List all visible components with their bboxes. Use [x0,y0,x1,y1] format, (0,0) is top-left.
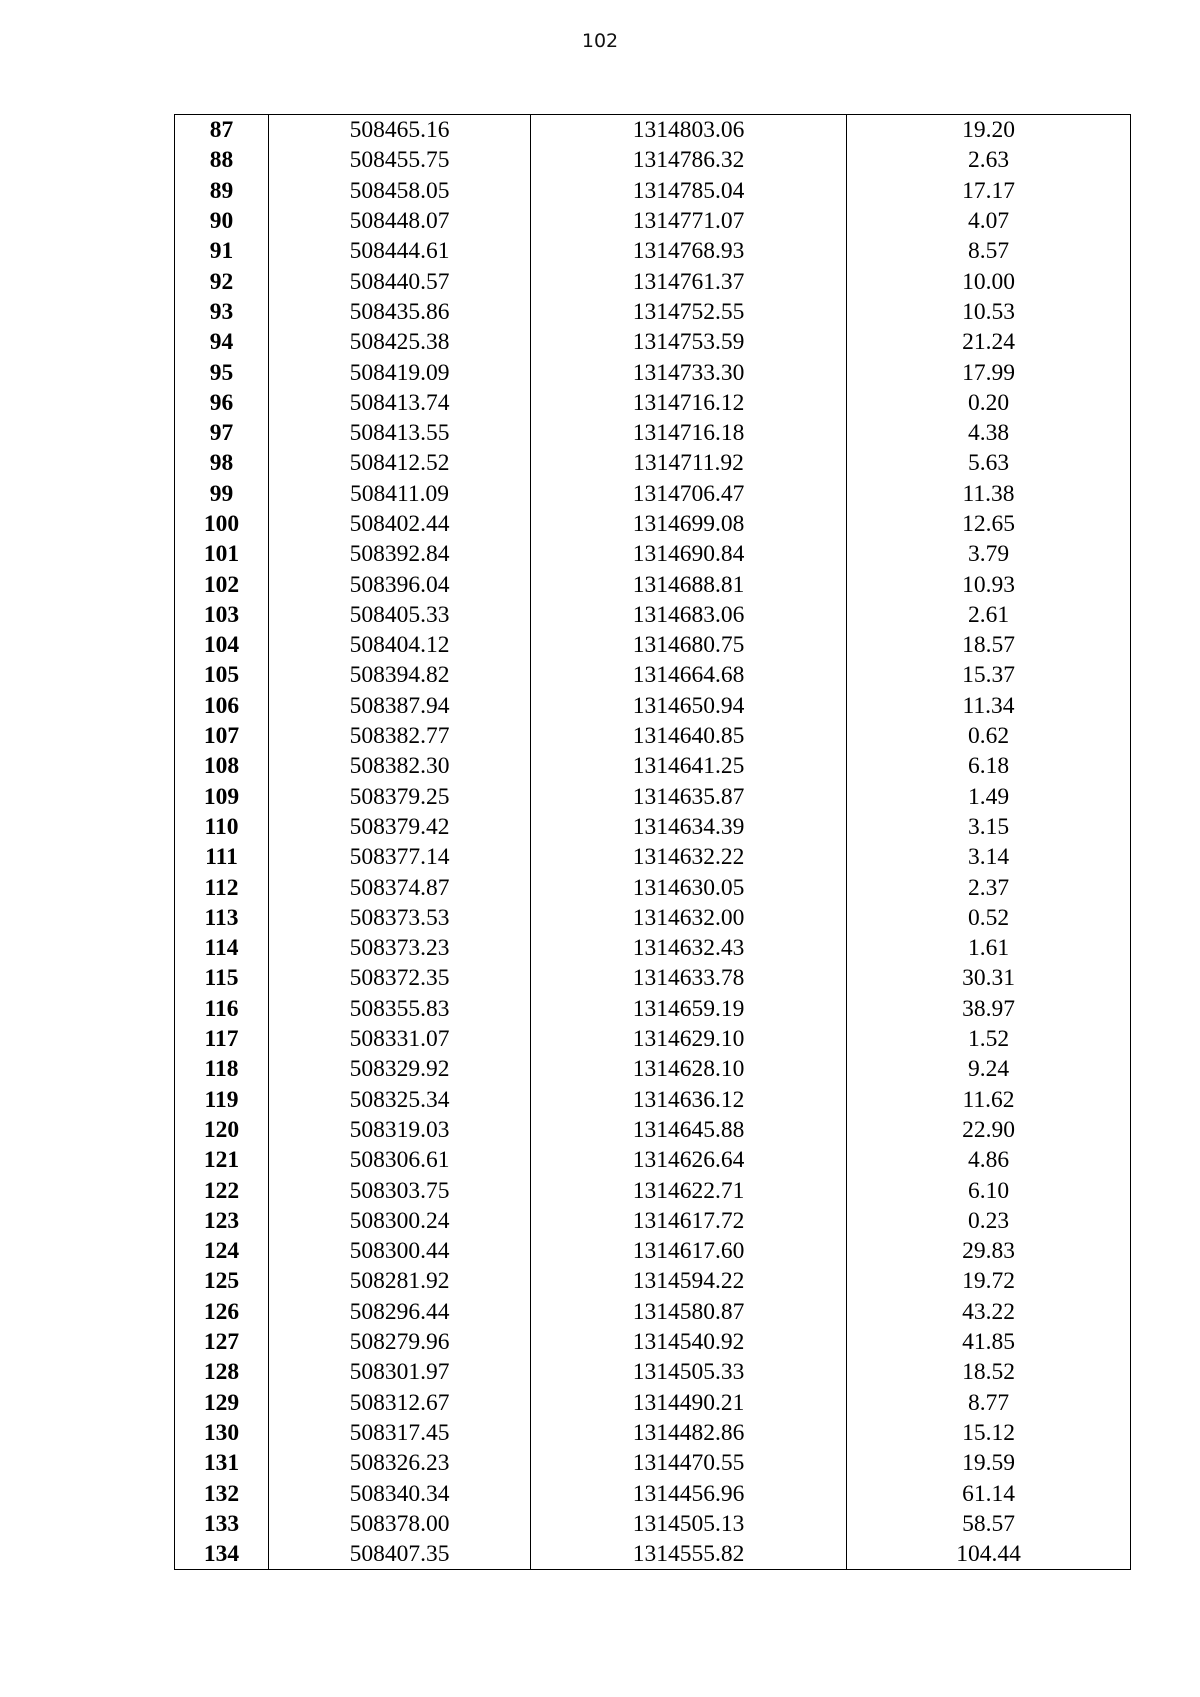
table-row [175,236,1131,266]
point-number-cell: 94 [175,327,269,357]
table-row [175,630,1131,660]
table-row [175,751,1131,781]
x-coordinate-cell: 508419.09 [269,357,531,387]
x-coordinate-cell: 508440.57 [269,266,531,296]
table-row [175,963,1131,993]
table-row [175,1448,1131,1478]
x-coordinate-cell: 508312.67 [269,1387,531,1417]
x-coordinate-cell: 508281.92 [269,1266,531,1296]
x-coordinate-cell: 508355.83 [269,994,531,1024]
y-coordinate-cell: 1314617.72 [531,1206,847,1236]
y-coordinate-cell: 1314555.82 [531,1539,847,1570]
y-coordinate-cell: 1314470.55 [531,1448,847,1478]
y-coordinate-cell: 1314688.81 [531,569,847,599]
table-row [175,903,1131,933]
y-coordinate-cell: 1314626.64 [531,1145,847,1175]
table-row [175,1297,1131,1327]
point-number-cell: 120 [175,1115,269,1145]
y-coordinate-cell: 1314456.96 [531,1478,847,1508]
y-coordinate-cell: 1314785.04 [531,176,847,206]
x-coordinate-cell: 508404.12 [269,630,531,660]
table-row [175,1085,1131,1115]
table-row [175,691,1131,721]
point-number-cell: 102 [175,569,269,599]
y-coordinate-cell: 1314640.85 [531,721,847,751]
point-number-cell: 103 [175,600,269,630]
point-number-cell: 98 [175,448,269,478]
point-number-cell: 89 [175,176,269,206]
y-coordinate-cell: 1314645.88 [531,1115,847,1145]
x-coordinate-cell: 508394.82 [269,660,531,690]
distance-cell: 3.15 [847,812,1131,842]
point-number-cell: 104 [175,630,269,660]
y-coordinate-cell: 1314711.92 [531,448,847,478]
table-row [175,1054,1131,1084]
x-coordinate-cell: 508279.96 [269,1327,531,1357]
y-coordinate-cell: 1314699.08 [531,509,847,539]
table-row [175,1357,1131,1387]
table-row [175,448,1131,478]
coordinate-table [174,114,1131,1570]
table-row [175,357,1131,387]
table-body [175,115,1131,1570]
table-row [175,1327,1131,1357]
distance-cell: 19.59 [847,1448,1131,1478]
distance-cell: 4.07 [847,206,1131,236]
x-coordinate-cell: 508402.44 [269,509,531,539]
x-coordinate-cell: 508465.16 [269,115,531,146]
point-number-cell: 123 [175,1206,269,1236]
y-coordinate-cell: 1314632.00 [531,903,847,933]
x-coordinate-cell: 508319.03 [269,1115,531,1145]
distance-cell: 4.86 [847,1145,1131,1175]
y-coordinate-cell: 1314659.19 [531,994,847,1024]
table-row [175,388,1131,418]
point-number-cell: 115 [175,963,269,993]
point-number-cell: 100 [175,509,269,539]
x-coordinate-cell: 508396.04 [269,569,531,599]
distance-cell: 18.57 [847,630,1131,660]
distance-cell: 0.20 [847,388,1131,418]
table-row [175,1236,1131,1266]
distance-cell: 2.63 [847,145,1131,175]
table-row [175,1539,1131,1570]
table-row [175,1145,1131,1175]
distance-cell: 11.34 [847,691,1131,721]
point-number-cell: 133 [175,1509,269,1539]
distance-cell: 0.52 [847,903,1131,933]
distance-cell: 58.57 [847,1509,1131,1539]
point-number-cell: 132 [175,1478,269,1508]
y-coordinate-cell: 1314716.18 [531,418,847,448]
y-coordinate-cell: 1314505.13 [531,1509,847,1539]
point-number-cell: 90 [175,206,269,236]
table-row [175,1266,1131,1296]
point-number-cell: 95 [175,357,269,387]
table-row [175,1418,1131,1448]
x-coordinate-cell: 508392.84 [269,539,531,569]
point-number-cell: 110 [175,812,269,842]
point-number-cell: 119 [175,1085,269,1115]
point-number-cell: 129 [175,1387,269,1417]
x-coordinate-cell: 508329.92 [269,1054,531,1084]
x-coordinate-cell: 508435.86 [269,297,531,327]
x-coordinate-cell: 508387.94 [269,691,531,721]
x-coordinate-cell: 508412.52 [269,448,531,478]
distance-cell: 1.61 [847,933,1131,963]
point-number-cell: 128 [175,1357,269,1387]
y-coordinate-cell: 1314752.55 [531,297,847,327]
table-row [175,1024,1131,1054]
point-number-cell: 93 [175,297,269,327]
distance-cell: 8.57 [847,236,1131,266]
table-row [175,115,1131,146]
x-coordinate-cell: 508340.34 [269,1478,531,1508]
point-number-cell: 97 [175,418,269,448]
distance-cell: 19.72 [847,1266,1131,1296]
x-coordinate-cell: 508379.25 [269,782,531,812]
y-coordinate-cell: 1314768.93 [531,236,847,266]
table-row [175,176,1131,206]
distance-cell: 1.52 [847,1024,1131,1054]
point-number-cell: 92 [175,266,269,296]
point-number-cell: 116 [175,994,269,1024]
table-row [175,721,1131,751]
y-coordinate-cell: 1314505.33 [531,1357,847,1387]
distance-cell: 0.62 [847,721,1131,751]
distance-cell: 2.61 [847,600,1131,630]
point-number-cell: 122 [175,1175,269,1205]
distance-cell: 10.93 [847,569,1131,599]
table-row [175,1478,1131,1508]
point-number-cell: 109 [175,782,269,812]
distance-cell: 12.65 [847,509,1131,539]
x-coordinate-cell: 508373.53 [269,903,531,933]
y-coordinate-cell: 1314634.39 [531,812,847,842]
table-row [175,782,1131,812]
x-coordinate-cell: 508378.00 [269,1509,531,1539]
distance-cell: 15.37 [847,660,1131,690]
x-coordinate-cell: 508301.97 [269,1357,531,1387]
table-row [175,479,1131,509]
x-coordinate-cell: 508413.74 [269,388,531,418]
x-coordinate-cell: 508405.33 [269,600,531,630]
table-row [175,1175,1131,1205]
point-number-cell: 88 [175,145,269,175]
y-coordinate-cell: 1314580.87 [531,1297,847,1327]
y-coordinate-cell: 1314632.43 [531,933,847,963]
y-coordinate-cell: 1314630.05 [531,872,847,902]
point-number-cell: 126 [175,1297,269,1327]
y-coordinate-cell: 1314664.68 [531,660,847,690]
distance-cell: 38.97 [847,994,1131,1024]
x-coordinate-cell: 508303.75 [269,1175,531,1205]
y-coordinate-cell: 1314540.92 [531,1327,847,1357]
distance-cell: 18.52 [847,1357,1131,1387]
distance-cell: 11.62 [847,1085,1131,1115]
table-row [175,933,1131,963]
y-coordinate-cell: 1314628.10 [531,1054,847,1084]
distance-cell: 8.77 [847,1387,1131,1417]
point-number-cell: 134 [175,1539,269,1570]
distance-cell: 1.49 [847,782,1131,812]
y-coordinate-cell: 1314629.10 [531,1024,847,1054]
distance-cell: 11.38 [847,479,1131,509]
distance-cell: 29.83 [847,1236,1131,1266]
distance-cell: 17.17 [847,176,1131,206]
point-number-cell: 105 [175,660,269,690]
distance-cell: 43.22 [847,1297,1131,1327]
point-number-cell: 113 [175,903,269,933]
point-number-cell: 106 [175,691,269,721]
x-coordinate-cell: 508325.34 [269,1085,531,1115]
table-row [175,539,1131,569]
y-coordinate-cell: 1314753.59 [531,327,847,357]
y-coordinate-cell: 1314690.84 [531,539,847,569]
distance-cell: 3.79 [847,539,1131,569]
table-row [175,1115,1131,1145]
distance-cell: 6.18 [847,751,1131,781]
x-coordinate-cell: 508458.05 [269,176,531,206]
distance-cell: 41.85 [847,1327,1131,1357]
table-row [175,1387,1131,1417]
distance-cell: 3.14 [847,842,1131,872]
y-coordinate-cell: 1314733.30 [531,357,847,387]
distance-cell: 15.12 [847,1418,1131,1448]
point-number-cell: 111 [175,842,269,872]
distance-cell: 30.31 [847,963,1131,993]
point-number-cell: 118 [175,1054,269,1084]
y-coordinate-cell: 1314594.22 [531,1266,847,1296]
y-coordinate-cell: 1314706.47 [531,479,847,509]
point-number-cell: 112 [175,872,269,902]
table-row [175,812,1131,842]
y-coordinate-cell: 1314761.37 [531,266,847,296]
table-row [175,660,1131,690]
y-coordinate-cell: 1314617.60 [531,1236,847,1266]
table-row [175,994,1131,1024]
distance-cell: 17.99 [847,357,1131,387]
table-row [175,600,1131,630]
table-row [175,569,1131,599]
y-coordinate-cell: 1314803.06 [531,115,847,146]
table-row [175,842,1131,872]
point-number-cell: 114 [175,933,269,963]
x-coordinate-cell: 508374.87 [269,872,531,902]
point-number-cell: 107 [175,721,269,751]
table-row [175,418,1131,448]
y-coordinate-cell: 1314622.71 [531,1175,847,1205]
point-number-cell: 99 [175,479,269,509]
x-coordinate-cell: 508372.35 [269,963,531,993]
distance-cell: 19.20 [847,115,1131,146]
distance-cell: 61.14 [847,1478,1131,1508]
distance-cell: 10.53 [847,297,1131,327]
x-coordinate-cell: 508425.38 [269,327,531,357]
x-coordinate-cell: 508306.61 [269,1145,531,1175]
distance-cell: 104.44 [847,1539,1131,1570]
x-coordinate-cell: 508382.77 [269,721,531,751]
x-coordinate-cell: 508326.23 [269,1448,531,1478]
distance-cell: 0.23 [847,1206,1131,1236]
y-coordinate-cell: 1314771.07 [531,206,847,236]
distance-cell: 10.00 [847,266,1131,296]
x-coordinate-cell: 508407.35 [269,1539,531,1570]
y-coordinate-cell: 1314650.94 [531,691,847,721]
distance-cell: 21.24 [847,327,1131,357]
point-number-cell: 117 [175,1024,269,1054]
table-row [175,1206,1131,1236]
x-coordinate-cell: 508377.14 [269,842,531,872]
point-number-cell: 108 [175,751,269,781]
point-number-cell: 131 [175,1448,269,1478]
point-number-cell: 127 [175,1327,269,1357]
x-coordinate-cell: 508444.61 [269,236,531,266]
point-number-cell: 130 [175,1418,269,1448]
table-row [175,206,1131,236]
distance-cell: 6.10 [847,1175,1131,1205]
distance-cell: 4.38 [847,418,1131,448]
x-coordinate-cell: 508296.44 [269,1297,531,1327]
y-coordinate-cell: 1314786.32 [531,145,847,175]
x-coordinate-cell: 508413.55 [269,418,531,448]
y-coordinate-cell: 1314632.22 [531,842,847,872]
distance-cell: 5.63 [847,448,1131,478]
y-coordinate-cell: 1314680.75 [531,630,847,660]
y-coordinate-cell: 1314635.87 [531,782,847,812]
x-coordinate-cell: 508455.75 [269,145,531,175]
distance-cell: 2.37 [847,872,1131,902]
point-number-cell: 87 [175,115,269,146]
y-coordinate-cell: 1314482.86 [531,1418,847,1448]
y-coordinate-cell: 1314633.78 [531,963,847,993]
y-coordinate-cell: 1314636.12 [531,1085,847,1115]
y-coordinate-cell: 1314716.12 [531,388,847,418]
y-coordinate-cell: 1314683.06 [531,600,847,630]
distance-cell: 9.24 [847,1054,1131,1084]
y-coordinate-cell: 1314641.25 [531,751,847,781]
x-coordinate-cell: 508382.30 [269,751,531,781]
table-row [175,872,1131,902]
table-row [175,1509,1131,1539]
page-number: 102 [581,30,619,52]
table-row [175,145,1131,175]
x-coordinate-cell: 508448.07 [269,206,531,236]
point-number-cell: 125 [175,1266,269,1296]
table-row [175,509,1131,539]
x-coordinate-cell: 508300.44 [269,1236,531,1266]
table-row [175,327,1131,357]
point-number-cell: 96 [175,388,269,418]
x-coordinate-cell: 508411.09 [269,479,531,509]
point-number-cell: 101 [175,539,269,569]
point-number-cell: 91 [175,236,269,266]
distance-cell: 22.90 [847,1115,1131,1145]
x-coordinate-cell: 508317.45 [269,1418,531,1448]
point-number-cell: 124 [175,1236,269,1266]
x-coordinate-cell: 508300.24 [269,1206,531,1236]
x-coordinate-cell: 508373.23 [269,933,531,963]
table-row [175,266,1131,296]
point-number-cell: 121 [175,1145,269,1175]
y-coordinate-cell: 1314490.21 [531,1387,847,1417]
x-coordinate-cell: 508379.42 [269,812,531,842]
x-coordinate-cell: 508331.07 [269,1024,531,1054]
table-row [175,297,1131,327]
